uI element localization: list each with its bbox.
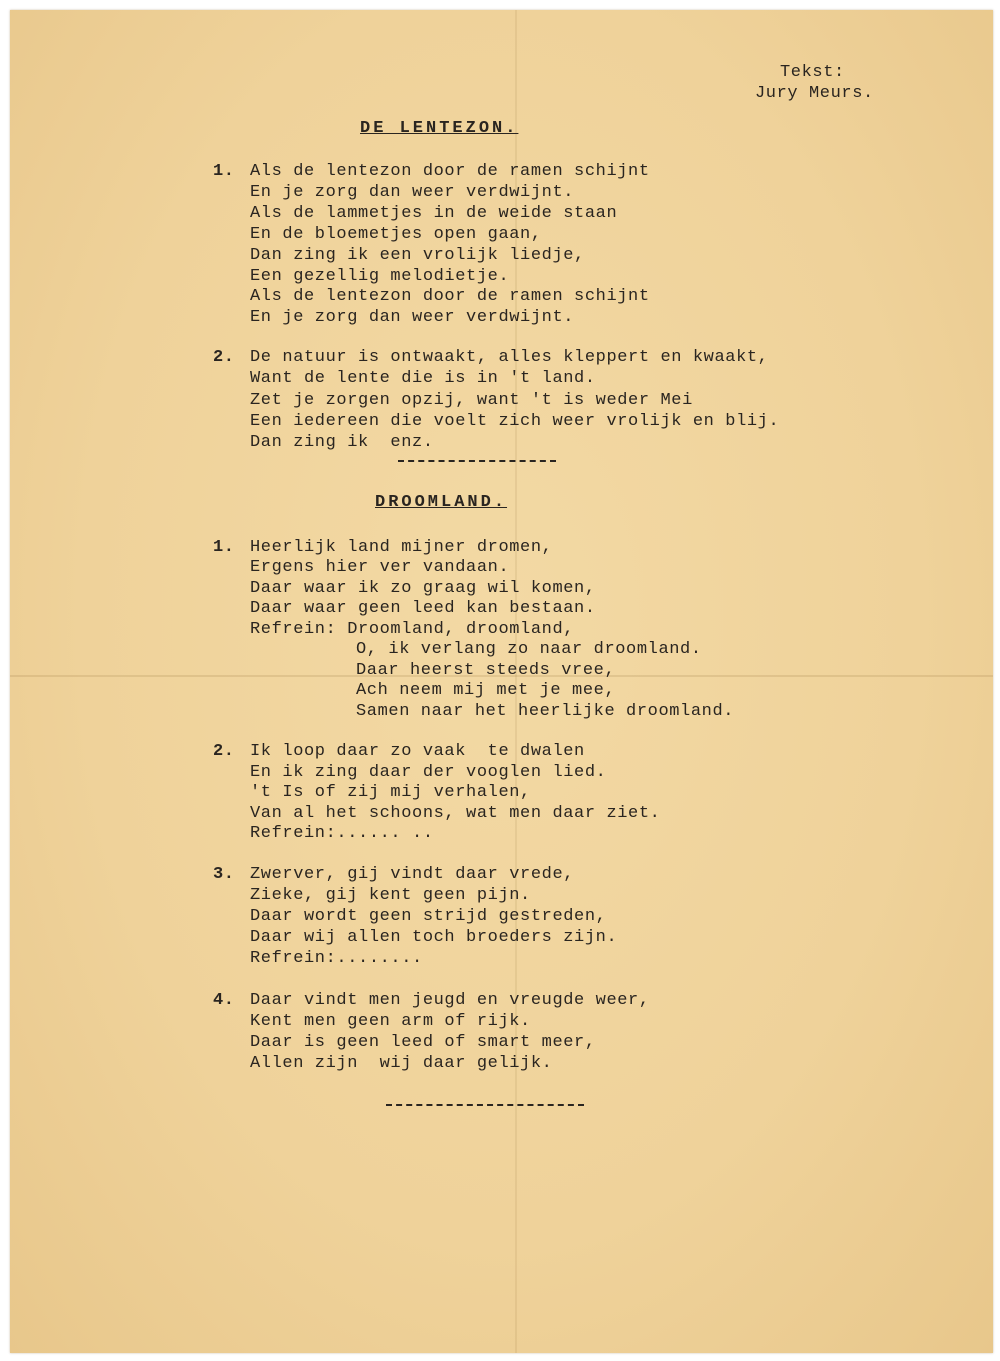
lyric-line: De natuur is ontwaakt, alles kleppert en kwaakt, [250, 348, 769, 367]
song-title-droomland: DROOMLAND. [375, 493, 508, 512]
lyric-line: En je zorg dan weer verdwijnt. [250, 308, 575, 327]
lyric-line: Daar wordt geen strijd gestreden, [250, 907, 607, 926]
refrain-line: Refrein: Droomland, droomland, [250, 620, 575, 639]
refrain-line: Daar heerst steeds vree, [356, 661, 616, 680]
refrain-line: Ach neem mij met je mee, [356, 681, 616, 700]
lyric-line: Zwerver, gij vindt daar vrede, [250, 865, 575, 884]
typed-lyrics-sheet [10, 10, 993, 1353]
lyric-line: Als de lentezon door de ramen schijnt [250, 162, 650, 181]
lyric-line: En je zorg dan weer verdwijnt. [250, 183, 575, 202]
lyric-line: Als de lammetjes in de weide staan [250, 204, 618, 223]
lyric-line: Zieke, gij kent geen pijn. [250, 886, 531, 905]
section-divider [398, 460, 556, 462]
section-divider [386, 1104, 584, 1106]
refrain-line: O, ik verlang zo naar droomland. [356, 640, 702, 659]
verse-number: 2. [213, 348, 235, 367]
lyric-line: Allen zijn wij daar gelijk. [250, 1054, 553, 1073]
lyric-line: Daar waar geen leed kan bestaan. [250, 599, 596, 618]
lyric-line: Kent men geen arm of rijk. [250, 1012, 531, 1031]
lyric-line: Een gezellig melodietje. [250, 267, 510, 286]
verse-number: 1. [213, 538, 235, 557]
lyric-line: Daar vindt men jeugd en vreugde weer, [250, 991, 650, 1010]
lyric-line: Als de lentezon door de ramen schijnt [250, 287, 650, 306]
lyric-line: Daar is geen leed of smart meer, [250, 1033, 596, 1052]
lyric-line: En de bloemetjes open gaan, [250, 225, 542, 244]
lyric-line: Ergens hier ver vandaan. [250, 558, 510, 577]
refrain-line: Refrein:........ [250, 949, 423, 968]
credit-author: Jury Meurs. [755, 84, 874, 103]
lyric-line: Een iedereen die voelt zich weer vrolijk en blij. [250, 412, 780, 431]
credit-label: Tekst: [780, 63, 845, 82]
lyric-line: Heerlijk land mijner dromen, [250, 538, 553, 557]
verse-number: 4. [213, 991, 235, 1010]
song-title-de-lentezon: DE LENTEZON. [360, 119, 519, 138]
lyric-line: 't Is of zij mij verhalen, [250, 783, 531, 802]
lyric-line: Daar wij allen toch broeders zijn. [250, 928, 618, 947]
verse-number: 1. [213, 162, 235, 181]
lyric-line: Dan zing ik enz. [250, 433, 434, 452]
verse-number: 2. [213, 742, 235, 761]
refrain-line: Samen naar het heerlijke droomland. [356, 702, 735, 721]
lyric-line: Zet je zorgen opzij, want 't is weder Mei [250, 391, 693, 410]
lyric-line: Van al het schoons, wat men daar ziet. [250, 804, 661, 823]
lyric-line: Ik loop daar zo vaak te dwalen [250, 742, 585, 761]
lyric-line: Dan zing ik een vrolijk liedje, [250, 246, 585, 265]
verse-number: 3. [213, 865, 235, 884]
lyric-line: Daar waar ik zo graag wil komen, [250, 579, 596, 598]
lyric-line: Want de lente die is in 't land. [250, 369, 596, 388]
lyric-line: En ik zing daar der vooglen lied. [250, 763, 607, 782]
refrain-line: Refrein:...... .. [250, 824, 434, 843]
